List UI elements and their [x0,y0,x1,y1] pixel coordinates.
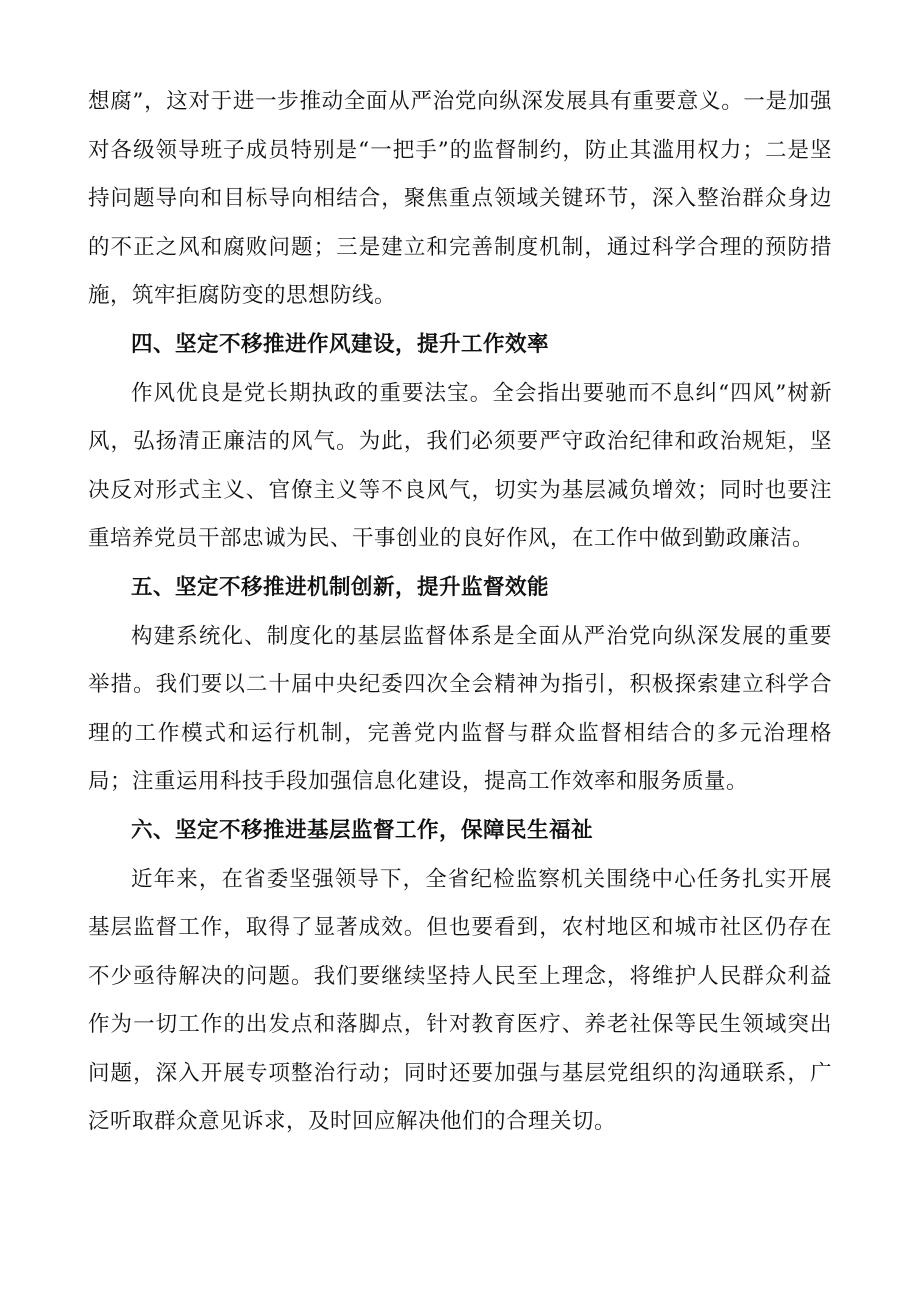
section-heading-5: 五、坚定不移推进机制创新，提升监督效能 [131,574,550,600]
intro-paragraph: 想腐”，这对于进一步推动全面从严治党向纵深发展具有重要意义。一是加强对各级领导班子成员特别是“一把手”的监督制约，防止其滥用权力；二是坚持问题导向和目标导向相结合，聚焦重点领域关键环节，深入整治群众身边的不正之风和腐败问题；三是建立和完善制度机制，通过科学合理的预防措施，筑牢拒腐防变的思想防线。 [88,89,832,309]
section-body-4: 作风优良是党长期执政的重要法宝。全会指出要驰而不息纠“四风”树新风，弘扬清正廉洁的风气。为此，我们必须要严守政治纪律和政治规矩，坚决反对形式主义、官僚主义等不良风气，切实为基层减负增效；同时也要注重培养党员干部忠诚为民、干事创业的良好作风，在工作中做到勤政廉洁。 [88,380,832,552]
section-body-5: 构建系统化、制度化的基层监督体系是全面从严治党向纵深发展的重要举措。我们要以二十届中央纪委四次全会精神为指引，积极探索建立科学合理的工作模式和运行机制，完善党内监督与群众监督相结合的多元治理格局；注重运用科技手段加强信息化建设，提高工作效率和服务质量。 [88,623,832,795]
section-heading-6: 六、坚定不移推进基层监督工作，保障民生福祉 [131,817,594,843]
section-body-6: 近年来，在省委坚强领导下，全省纪检监察机关围绕中心任务扎实开展基层监督工作，取得了显著成效。但也要看到，农村地区和城市社区仍存在不少亟待解决的问题。我们要继续坚持人民至上理念，将维护人民群众利益作为一切工作的出发点和落脚点，针对教育医疗、养老社保等民生领域突出问题，深入开展专项整治行动；同时还要加强与基层党组织的沟通联系，广泛听取群众意见诉求，及时回应解决他们的合理关切。 [88,866,832,1135]
section-heading-4: 四、坚定不移推进作风建设，提升工作效率 [131,331,550,357]
document-page [88,78,832,1147]
